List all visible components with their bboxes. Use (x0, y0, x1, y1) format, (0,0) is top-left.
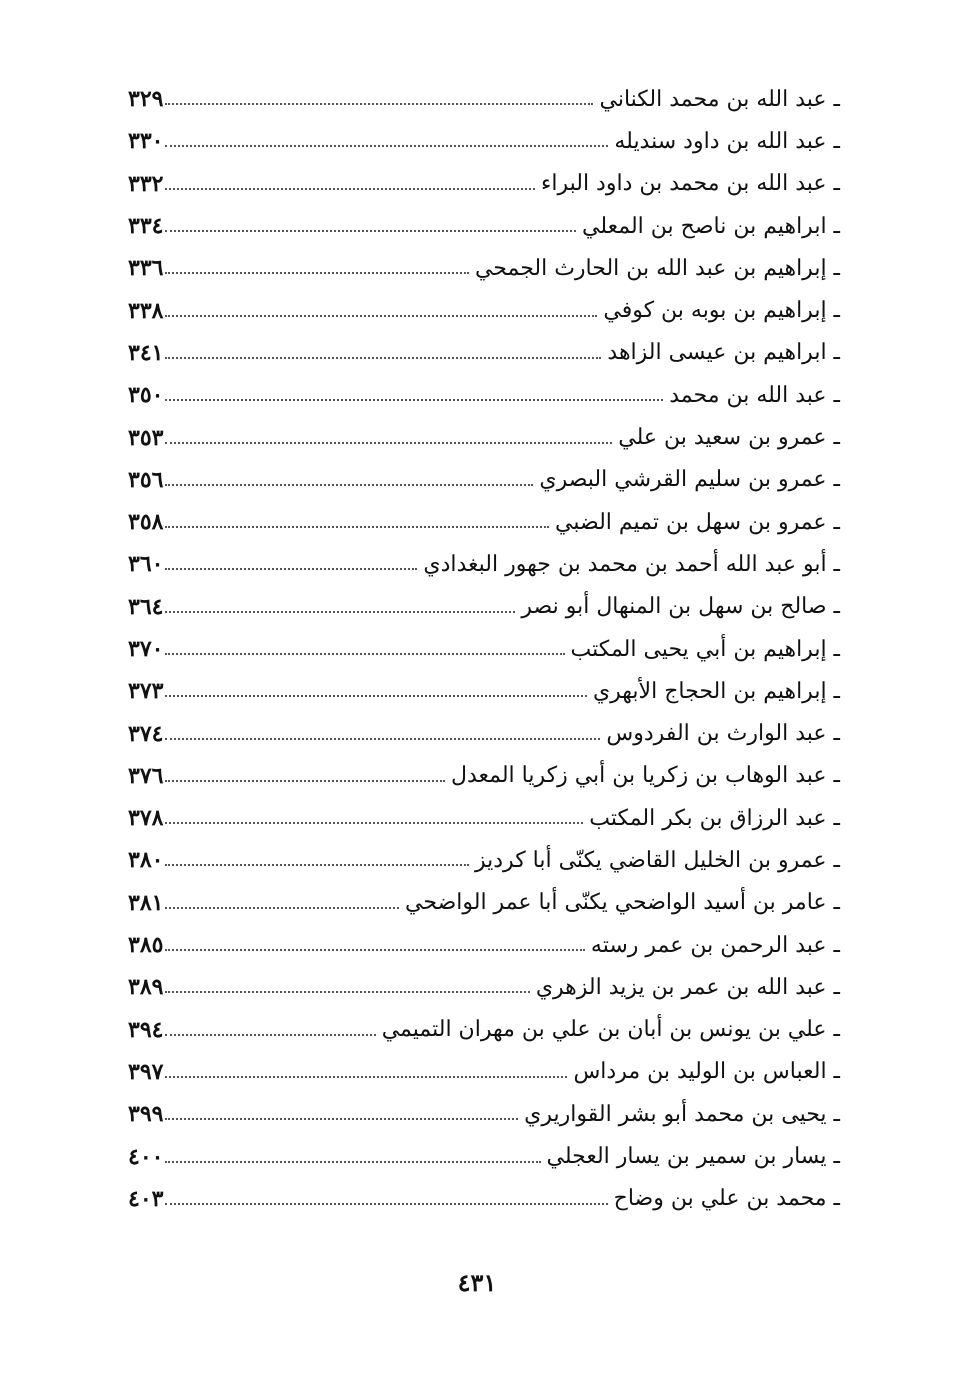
entry-page-number: ٣٣٤ (128, 213, 164, 240)
entry-title: ـ عبد الرزاق بن بكر المكتب (589, 805, 840, 831)
entry-page-number: ٣٨١ (128, 889, 164, 916)
entry-page-number: ٣٣٦ (128, 255, 164, 282)
dot-leader (165, 399, 663, 401)
entry-title: ـ عبد الله بن محمد الكناني (599, 86, 840, 112)
dot-leader (165, 1203, 607, 1205)
entry-page-number: ٣٧٣ (128, 678, 164, 705)
dot-leader (165, 822, 583, 824)
entry-page-number: ٣٧٠ (128, 636, 164, 662)
entry-page-number: ٣٤١ (128, 339, 164, 366)
dot-leader (165, 568, 417, 570)
toc-entry (128, 839, 840, 881)
toc-entry (128, 1178, 840, 1220)
toc-entry (128, 374, 840, 416)
dot-leader (165, 188, 535, 190)
entry-page-number: ٤٠٠ (128, 1143, 164, 1170)
toc-entry (128, 247, 840, 289)
toc-entry (128, 459, 840, 501)
entry-page-number: ٣٥٨ (128, 509, 164, 536)
entry-page-number: ٣٩٩ (128, 1101, 164, 1128)
entry-page-number: ٣٥٠ (128, 382, 164, 409)
entry-page-number: ٤٠٣ (128, 1185, 164, 1212)
dot-leader (165, 103, 593, 105)
dot-leader (165, 1076, 567, 1078)
entry-title: ـ عمرو بن سليم القرشي البصري (539, 467, 840, 493)
entry-title: ـ إبراهيم بن أبي يحيى المكتب (570, 636, 840, 662)
toc-entry (128, 163, 840, 205)
entry-title: ـ يسار بن سمير بن يسار العجلي (546, 1144, 840, 1170)
dot-leader (165, 991, 529, 993)
entry-title: ـ عبد الله بن محمد (669, 382, 840, 408)
toc-entry (128, 755, 840, 797)
entry-title: ـ عبد الله بن عمر بن يزيد الزهري (535, 974, 840, 1000)
dot-leader (165, 864, 469, 866)
entry-title: ـ عمرو بن الخليل القاضي يكنّى أبا كرديز (475, 847, 840, 873)
toc-entry (128, 416, 840, 458)
page-number: ٤٣١ (457, 1268, 497, 1297)
entry-page-number: ٣٣٢ (128, 170, 164, 197)
dot-leader (165, 611, 515, 613)
dot-leader (165, 1161, 540, 1163)
dot-leader (165, 738, 600, 740)
toc-entry (128, 205, 840, 247)
dot-leader (165, 526, 549, 528)
dot-leader (165, 230, 576, 232)
dot-leader (165, 484, 533, 486)
toc-entry (128, 924, 840, 966)
dot-leader (165, 145, 608, 147)
entry-title: ـ عمرو بن سهل بن تميم الضبي (555, 509, 840, 535)
entry-page-number: ٣٢٩ (128, 86, 164, 113)
entry-title: ـ العباس بن الوليد بن مرداس (573, 1059, 840, 1085)
entry-page-number: ٣٣٠ (128, 128, 164, 155)
entry-page-number: ٣٥٣ (128, 424, 164, 451)
toc-entry (128, 120, 840, 162)
dot-leader (165, 357, 601, 359)
entry-page-number: ٣٥٦ (128, 466, 164, 493)
entry-title: ـ عبد الوهاب بن زكريا بن أبي زكريا المعدل (450, 763, 840, 789)
toc-entry (128, 332, 840, 374)
toc-entry (128, 289, 840, 331)
entry-title: ـ عمرو بن سعيد بن علي (618, 425, 840, 451)
entry-title: ـ ابراهيم بن ناصح بن المعلي (582, 213, 840, 239)
entry-page-number: ٣٦٠ (128, 551, 164, 578)
dot-leader (165, 695, 586, 697)
toc-entry (128, 670, 840, 712)
toc-entry (128, 501, 840, 543)
dot-leader (165, 653, 564, 655)
entry-page-number: ٣٣٨ (128, 297, 164, 324)
entry-page-number: ٣٩٧ (128, 1058, 164, 1085)
dot-leader (165, 442, 612, 444)
entry-page-number: ٣٧٤ (128, 720, 164, 747)
toc-entry (128, 966, 840, 1008)
toc-entry (128, 712, 840, 754)
entry-title: ـ يحيى بن محمد أبو بشر القواريري (524, 1101, 840, 1127)
entry-page-number: ٣٧٦ (128, 762, 164, 789)
entry-title: ـ عامر بن أسيد الواضحي يكنّى أبا عمر الواضحي (405, 890, 840, 916)
toc-entry (128, 1009, 840, 1051)
entry-title: ـ عبد الله بن محمد بن داود البراء (541, 171, 840, 197)
toc-entry (128, 797, 840, 839)
entry-title: ـ عبد الوارث بن الفردوس (606, 721, 840, 747)
toc-entry (128, 1135, 840, 1177)
entry-title: ـ صالح بن سهل بن المنهال أبو نصر (521, 594, 840, 620)
dot-leader (165, 949, 584, 951)
dot-leader (165, 1118, 518, 1120)
entry-page-number: ٣٧٨ (128, 805, 164, 832)
entry-page-number: ٣٩٤ (128, 1016, 164, 1043)
dot-leader (165, 272, 469, 274)
dot-leader (165, 907, 399, 909)
toc-entry (128, 882, 840, 924)
entry-page-number: ٣٦٤ (128, 593, 164, 620)
toc-entry (128, 78, 840, 120)
entry-title: ـ ابراهيم بن عيسى الزاهد (607, 340, 840, 366)
dot-leader (165, 315, 597, 317)
toc-entry (128, 1093, 840, 1135)
toc-entry (128, 586, 840, 628)
dot-leader (165, 780, 445, 782)
toc-entry (128, 628, 840, 670)
entry-page-number: ٣٨٩ (128, 974, 164, 1001)
entry-title: ـ عبد الله بن داود سنديله (614, 128, 840, 154)
entry-title: ـ إبراهيم بن بوبه بن كوفي (603, 298, 840, 324)
entry-page-number: ٣٨٠ (128, 847, 164, 874)
entry-title: ـ علي بن يونس بن أبان بن علي بن مهران التميمي (381, 1017, 840, 1043)
dot-leader (165, 1034, 375, 1036)
table-of-contents (128, 78, 840, 1220)
toc-entry (128, 543, 840, 585)
entry-title: ـ عبد الرحمن بن عمر رسته (590, 932, 840, 958)
entry-title: ـ إبراهيم بن عبد الله بن الحارث الجمحي (474, 255, 840, 281)
entry-title: ـ أبو عبد الله أحمد بن محمد بن جهور البغدادي (423, 551, 840, 577)
entry-title: ـ إبراهيم بن الحجاج الأبهري (592, 678, 840, 704)
entry-page-number: ٣٨٥ (128, 932, 164, 959)
toc-entry (128, 1051, 840, 1093)
entry-title: ـ محمد بن علي بن وضاح (613, 1186, 840, 1212)
